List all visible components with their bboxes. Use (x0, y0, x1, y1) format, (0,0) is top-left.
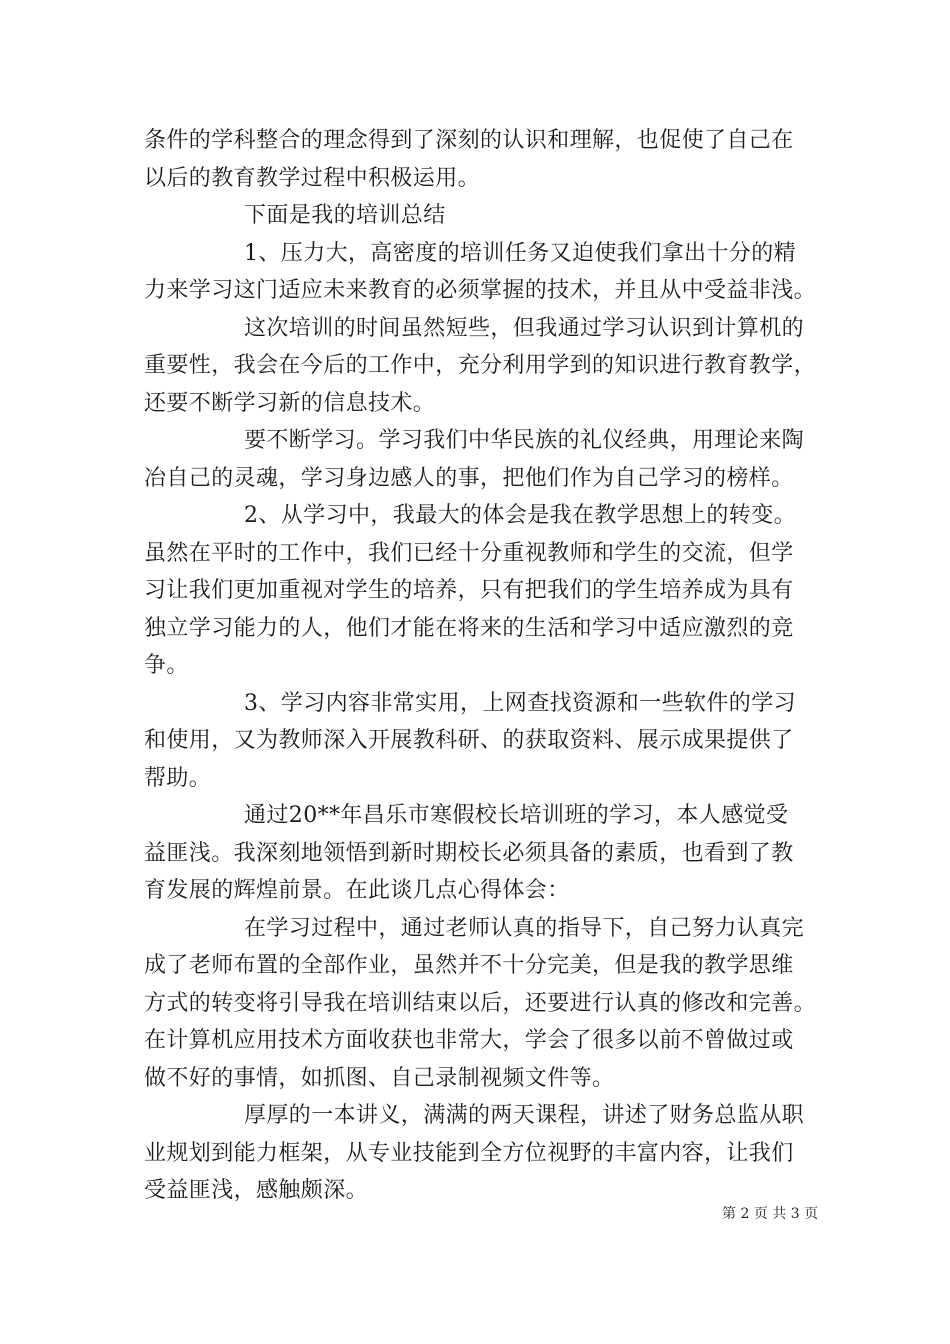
text-line: 争。 (144, 653, 189, 678)
text-line: 业规划到能力框架，从专业技能到全方位视野的丰富内容，让我们 (144, 1140, 794, 1166)
text-line: 益匪浅。我深刻地领悟到新时期校长必须具备的素质，也看到了教 (144, 840, 794, 866)
text-line: 育发展的辉煌前景。在此谈几点心得体会： (144, 878, 570, 903)
text-line: 要不断学习。学习我们中华民族的礼仪经典，用理论来陶 (244, 428, 805, 453)
text-line: 独立学习能力的人，他们才能在将来的生活和学习中适应激烈的竞 (144, 615, 794, 641)
text-line: 在计算机应用技术方面收获也非常大，学会了很多以前不曾做过或 (144, 1028, 794, 1053)
text-line: 条件的学科整合的理念得到了深刻的认识和理解，也促使了自己在 (144, 128, 794, 153)
text-line: 方式的转变将引导我在培训结束以后，还要进行认真的修改和完善。 (144, 990, 817, 1016)
text-line: 习让我们更加重视对学生的培养，只有把我们的学生培养成为具有 (144, 578, 794, 603)
section-heading: 下面是我的培训总结 (244, 203, 446, 228)
text-line: 受益匪浅，感触颇深。 (144, 1178, 369, 1203)
text-line: 3、学习内容非常实用，上网查找资源和一些软件的学习 (244, 690, 796, 716)
text-line: 成了老师布置的全部作业，虽然并不十分完美，但是我的教学思维 (144, 953, 794, 978)
text-line: 虽然在平时的工作中，我们已经十分重视教师和学生的交流，但学 (144, 540, 794, 566)
text-line: 通过20**年昌乐市寒假校长培训班的学习，本人感觉受 (244, 803, 789, 828)
text-line: 还要不断学习新的信息技术。 (144, 390, 436, 416)
text-line: 以后的教育教学过程中积极运用。 (144, 165, 481, 191)
text-line: 在学习过程中，通过老师认真的指导下，自己努力认真完 (244, 915, 805, 941)
page-number: 第 2 页 共 3 页 (722, 1206, 819, 1222)
text-line: 2、从学习中，我最大的体会是我在教学思想上的转变。 (244, 503, 796, 528)
text-line: 做不好的事情，如抓图、自己录制视频文件等。 (144, 1065, 615, 1091)
text-line: 力来学习这门适应未来教育的必须掌握的技术，并且从中受益非浅。 (144, 278, 817, 303)
text-line: 重要性，我会在今后的工作中，充分利用学到的知识进行教育教学， (144, 353, 817, 378)
text-line: 1、压力大，高密度的培训任务又迫使我们拿出十分的精 (244, 240, 796, 266)
text-line: 冶自己的灵魂，学习身边感人的事，把他们作为自己学习的榜样。 (144, 465, 794, 491)
text-line: 和使用，又为教师深入开展教科研、的获取资料、展示成果提供了 (144, 728, 794, 753)
document-body (144, 122, 817, 1210)
text-line: 帮助。 (144, 765, 212, 791)
text-line: 这次培训的时间虽然短些，但我通过学习认识到计算机的 (244, 315, 805, 341)
text-line: 厚厚的一本讲义，满满的两天课程，讲述了财务总监从职 (244, 1103, 805, 1128)
